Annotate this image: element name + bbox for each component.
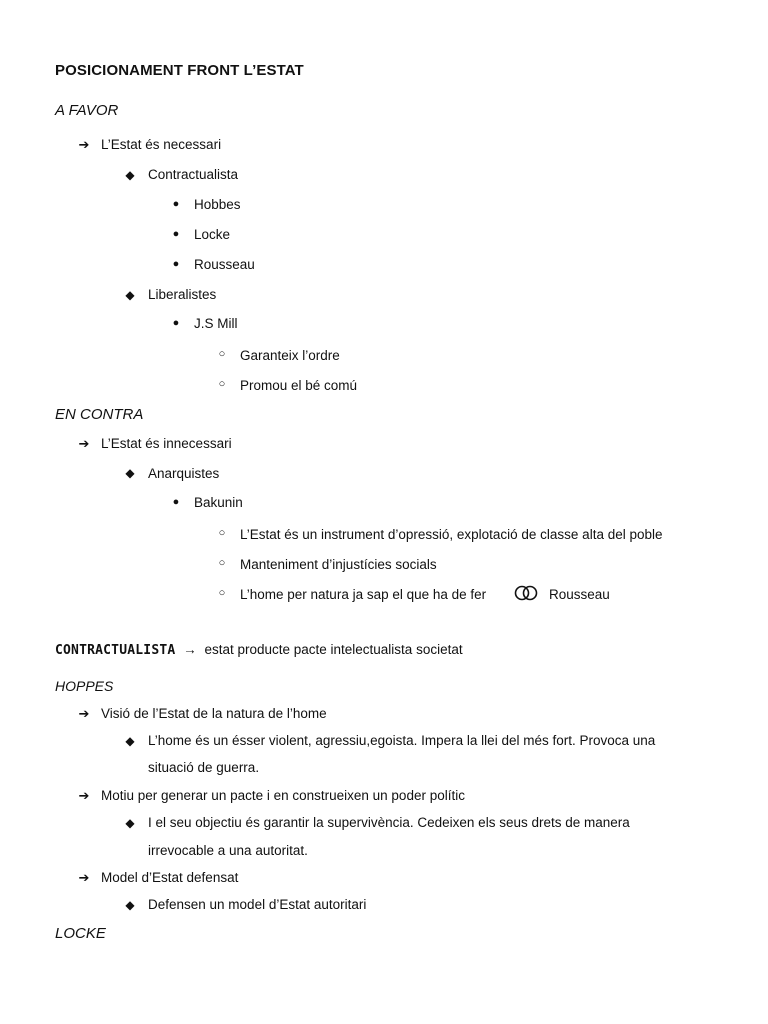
disc-bullet-icon: ● [172,317,180,329]
disc-bullet-icon: ● [172,228,180,240]
disc-bullet-icon: ● [172,198,180,210]
list-item: L’home és un ésser violent, agressiu,egoista. Impera la llei del més fort. Provoca una [148,733,656,748]
diamond-bullet-icon: ◆ [125,288,135,302]
list-item: Motiu per generar un pacte i en construeixen un poder polític [101,788,465,803]
arrow-bullet-icon: ➔ [78,870,90,885]
list-item: Manteniment d’injustícies socials [240,557,437,572]
list-item: Model d’Estat defensat [101,870,239,885]
section-en-contra: EN CONTRA [55,406,144,423]
list-item: J.S Mill [194,316,238,331]
list-item: L’Estat és necessari [101,137,222,152]
list-item: I el seu objectiu és garantir la supervivència. Cedeixen els seus drets de manera [148,815,630,830]
list-item-continuation: situació de guerra. [148,760,260,775]
arrow-bullet-icon: ➔ [78,788,90,803]
list-item: L’Estat és un instrument d’opressió, explotació de classe alta del poble [240,527,663,542]
diamond-bullet-icon: ◆ [125,898,135,912]
list-item: L’Estat és innecessari [101,436,232,451]
arrow-bullet-icon: ➔ [78,706,90,721]
list-item: Visió de l’Estat de la natura de l’home [101,706,327,721]
arrow-icon: → [183,642,197,657]
circle-bullet-icon: ○ [218,348,226,360]
document-title: POSICIONAMENT FRONT L’ESTAT [55,62,304,79]
list-item: Garanteix l’ordre [240,348,340,363]
arrow-bullet-icon: ➔ [78,436,90,451]
diamond-bullet-icon: ◆ [125,734,135,748]
arrow-bullet-icon: ➔ [78,137,90,152]
diamond-bullet-icon: ◆ [125,168,135,182]
circle-bullet-icon: ○ [218,587,226,599]
list-item: Bakunin [194,495,243,510]
disc-bullet-icon: ● [172,496,180,508]
circle-bullet-icon: ○ [218,527,226,539]
list-item: Anarquistes [148,466,220,481]
circle-bullet-icon: ○ [218,557,226,569]
list-item: Hobbes [194,197,241,212]
circle-bullet-icon: ○ [218,378,226,390]
section-locke: LOCKE [55,925,106,942]
list-item: Defensen un model d’Estat autoritari [148,897,367,912]
list-item: Rousseau [194,257,255,272]
list-item: Contractualista [148,167,239,182]
intersecting-circles-icon [513,585,539,606]
list-item-continuation: irrevocable a una autoritat. [148,843,308,858]
diamond-bullet-icon: ◆ [125,816,135,830]
list-item: Liberalistes [148,287,217,302]
list-item: Promou el bé comú [240,378,358,393]
rousseau-reference: Rousseau [549,587,610,602]
disc-bullet-icon: ● [172,258,180,270]
definition-text: estat producte pacte intelectualista societat [204,642,463,657]
diamond-bullet-icon: ◆ [125,466,135,480]
definition-line [55,642,463,658]
definition-term: CONTRACTUALISTA [55,643,176,658]
section-hoppes: HOPPES [55,678,114,694]
list-item: L’home per natura ja sap el que ha de fer [240,587,487,602]
list-item: Locke [194,227,231,242]
section-a-favor: A FAVOR [55,102,119,119]
